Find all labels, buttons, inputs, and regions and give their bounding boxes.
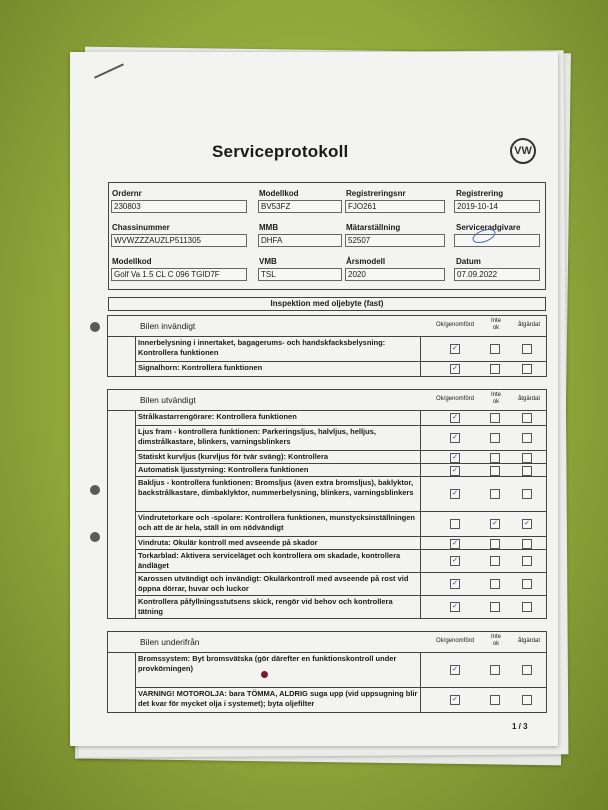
regnr-label: Registreringsnr xyxy=(346,189,406,198)
column-divider xyxy=(420,550,421,572)
fixed-checkbox[interactable] xyxy=(522,665,532,675)
service-label: Serviceradgivare xyxy=(456,223,521,232)
col-atgardat: åtgärdat xyxy=(517,396,541,402)
column-divider xyxy=(420,537,421,549)
arsmodell-value: 2020 xyxy=(345,268,445,281)
page-number: 1 / 3 xyxy=(512,722,528,731)
not-ok-checkbox[interactable] xyxy=(490,364,500,374)
not-ok-checkbox[interactable] xyxy=(490,466,500,476)
ordernr-label: Ordernr xyxy=(112,189,142,198)
ok-checkbox[interactable] xyxy=(450,556,460,566)
datum-label: Datum xyxy=(456,257,481,266)
col-ok: Ok/genomförd xyxy=(435,396,475,402)
checklist-item-text: Signalhorn: Kontrollera funktionen xyxy=(138,363,263,372)
ok-checkbox[interactable] xyxy=(450,579,460,589)
column-divider xyxy=(420,451,421,463)
ok-checkbox[interactable] xyxy=(450,466,460,476)
regnr-value: FJO261 xyxy=(345,200,445,213)
modell-label: Modellkod xyxy=(112,257,152,266)
matar-label: Mätarställning xyxy=(346,223,401,232)
column-divider xyxy=(420,596,421,618)
not-ok-checkbox[interactable] xyxy=(490,556,500,566)
section-title: Bilen invändigt xyxy=(140,321,196,331)
vw-logo-icon: VW xyxy=(510,138,536,164)
checklist-item-text: Innerbelysning i innertaket, bagagerums- och handskfacksbelysning: Kontrollera funktionen xyxy=(138,338,386,357)
section-header xyxy=(108,316,546,337)
checklist-row xyxy=(136,451,546,464)
not-ok-checkbox[interactable] xyxy=(490,695,500,705)
column-divider xyxy=(420,477,421,511)
punch-hole xyxy=(90,485,100,495)
mmb-value: DHFA xyxy=(258,234,342,247)
column-divider xyxy=(420,337,421,361)
col-inte: Inte ok xyxy=(490,634,501,647)
chassi-label: Chassinummer xyxy=(112,223,170,232)
ok-checkbox[interactable] xyxy=(450,364,460,374)
not-ok-checkbox[interactable] xyxy=(490,413,500,423)
not-ok-checkbox[interactable] xyxy=(490,344,500,354)
fixed-checkbox[interactable] xyxy=(522,466,532,476)
ok-checkbox[interactable] xyxy=(450,539,460,549)
checklist-item-text: Vindrutetorkare och -spolare: Kontrollera funktionen, munstycksinställningen och att de är hela, ställ in om nödvändigt xyxy=(138,513,415,532)
column-divider xyxy=(420,426,421,450)
fixed-checkbox[interactable] xyxy=(522,695,532,705)
not-ok-checkbox[interactable] xyxy=(490,602,500,612)
page-title: Serviceprotokoll xyxy=(212,142,349,161)
fixed-checkbox[interactable] xyxy=(522,602,532,612)
registrering-label: Registrering xyxy=(456,189,504,198)
fixed-checkbox[interactable] xyxy=(522,489,532,499)
arsmodell-label: Årsmodell xyxy=(346,257,386,266)
fixed-checkbox[interactable] xyxy=(522,579,532,589)
checklist-row xyxy=(136,537,546,550)
fixed-checkbox[interactable] xyxy=(522,556,532,566)
checklist-section xyxy=(107,389,547,619)
chassi-value: WVWZZZAUZLP511305 xyxy=(111,234,247,247)
col-inte: Inte ok xyxy=(490,392,501,405)
ok-checkbox[interactable] xyxy=(450,519,460,529)
fixed-checkbox[interactable] xyxy=(522,413,532,423)
checklist-row xyxy=(136,596,546,618)
column-divider xyxy=(420,573,421,595)
checklist-row xyxy=(136,337,546,362)
column-divider xyxy=(420,411,421,425)
checklist-section xyxy=(107,631,547,713)
inspection-title: Inspektion med oljebyte (fast) xyxy=(108,297,546,311)
checklist-row xyxy=(136,477,546,512)
checklist-item-text: Statiskt kurvljus (kurvljus för tvär sväng): Kontrollera xyxy=(138,452,329,461)
modellkod-value: BV53FZ xyxy=(258,200,342,213)
not-ok-checkbox[interactable] xyxy=(490,539,500,549)
ok-checkbox[interactable] xyxy=(450,695,460,705)
section-title: Bilen utvändigt xyxy=(140,395,196,405)
modellkod-label: Modellkod xyxy=(259,189,299,198)
checklist-item-text: Bromssystem: Byt bromsvätska (gör därefter en funktionskontroll under provkörningen) xyxy=(138,654,397,673)
column-divider xyxy=(420,362,421,376)
ok-checkbox[interactable] xyxy=(450,413,460,423)
vmb-value: TSL xyxy=(258,268,342,281)
not-ok-checkbox[interactable] xyxy=(490,579,500,589)
signature-field xyxy=(454,234,540,247)
vmb-label: VMB xyxy=(259,257,277,266)
checklist-row xyxy=(136,426,546,451)
red-dot-mark xyxy=(261,671,268,678)
section-header xyxy=(108,390,546,411)
checklist-row xyxy=(136,411,546,426)
checklist-row xyxy=(136,550,546,573)
fixed-checkbox[interactable] xyxy=(522,344,532,354)
checklist-item-text: Strålkastarrengörare: Kontrollera funktionen xyxy=(138,412,297,421)
punch-hole xyxy=(90,322,100,332)
section-header xyxy=(108,632,546,653)
checklist-row xyxy=(136,688,546,712)
matar-value: 52507 xyxy=(345,234,445,247)
checklist-item-text: Kontrollera påfyllningsstutsens skick, rengör vid behov och kontrollera tätning xyxy=(138,597,393,616)
section-margin xyxy=(108,410,136,618)
checklist-row xyxy=(136,653,546,688)
checklist-row xyxy=(136,362,546,376)
col-ok: Ok/genomförd xyxy=(435,322,475,328)
registrering-value: 2019-10-14 xyxy=(454,200,540,213)
not-ok-checkbox[interactable] xyxy=(490,433,500,443)
checklist-item-text: Ljus fram - kontrollera funktionen: Parkeringsljus, halvljus, helljus, dimstrålkastare, blinkers, varningsblinkers xyxy=(138,427,376,446)
checklist-row xyxy=(136,464,546,477)
modell-value: Golf Va 1.5 CL C 096 TGID7F xyxy=(111,268,247,281)
not-ok-checkbox[interactable] xyxy=(490,519,500,529)
not-ok-checkbox[interactable] xyxy=(490,453,500,463)
checklist-row xyxy=(136,512,546,537)
ok-checkbox[interactable] xyxy=(450,433,460,443)
mmb-label: MMB xyxy=(259,223,279,232)
col-ok: Ok/genomförd xyxy=(435,638,475,644)
ok-checkbox[interactable] xyxy=(450,344,460,354)
col-atgardat: åtgärdat xyxy=(517,322,541,328)
checklist-item-text: Automatisk ljusstyrning: Kontrollera funktionen xyxy=(138,465,309,474)
fixed-checkbox[interactable] xyxy=(522,364,532,374)
not-ok-checkbox[interactable] xyxy=(490,489,500,499)
section-title: Bilen underifrån xyxy=(140,637,200,647)
ok-checkbox[interactable] xyxy=(450,665,460,675)
checklist-item-text: Vindruta: Okulär kontroll med avseende på skador xyxy=(138,538,318,547)
fixed-checkbox[interactable] xyxy=(522,519,532,529)
fixed-checkbox[interactable] xyxy=(522,453,532,463)
col-inte: Inte ok xyxy=(490,318,501,331)
fixed-checkbox[interactable] xyxy=(522,539,532,549)
checklist-section xyxy=(107,315,547,377)
column-divider xyxy=(420,512,421,536)
ok-checkbox[interactable] xyxy=(450,453,460,463)
not-ok-checkbox[interactable] xyxy=(490,665,500,675)
checklist-item-text: VARNING! MOTOROLJA: bara TÖMMA, ALDRIG suga upp (vid uppsugning blir det kvar för mycket olja i systemet); byta oljefilter xyxy=(138,689,418,708)
datum-value: 07.09.2022 xyxy=(454,268,540,281)
column-divider xyxy=(420,653,421,687)
col-atgardat: åtgärdat xyxy=(517,638,541,644)
checklist-item-text: Bakljus - kontrollera funktionen: Bromsljus (även extra bromsljus), baklyktor, backstrålkastare, dimbaklyktor, nummerbelysning, blinkers, varningsblinkers xyxy=(138,478,414,497)
section-margin xyxy=(108,652,136,712)
checklist-item-text: Karossen utvändigt och invändigt: Okulärkontroll med avseende på rost vid öppna dörrar, huvar och luckor xyxy=(138,574,409,593)
fixed-checkbox[interactable] xyxy=(522,433,532,443)
ok-checkbox[interactable] xyxy=(450,602,460,612)
checklist-item-text: Torkarblad: Aktivera serviceläget och kontrollera om skadade, kontrollera ändläget xyxy=(138,551,401,570)
column-divider xyxy=(420,688,421,712)
column-divider xyxy=(420,464,421,476)
ok-checkbox[interactable] xyxy=(450,489,460,499)
punch-hole xyxy=(90,532,100,542)
ordernr-value: 230803 xyxy=(111,200,247,213)
section-margin xyxy=(108,336,136,376)
checklist-row xyxy=(136,573,546,596)
